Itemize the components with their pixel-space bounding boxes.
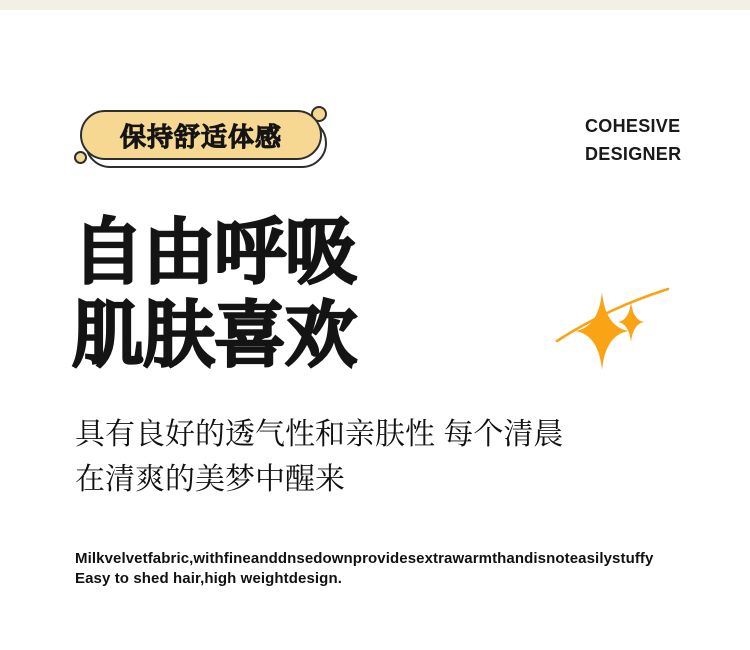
badge-pill — [80, 110, 322, 160]
heading-line1: 自由呼吸 — [72, 213, 357, 293]
main-heading — [72, 212, 356, 378]
footnote-line2: Easy to shed hair,high weightdesign. — [75, 570, 342, 587]
comfort-badge — [80, 110, 322, 162]
description-text — [75, 412, 563, 502]
description-line1: 具有良好的透气性和亲肤性 每个清晨 — [75, 418, 564, 451]
top-strip — [0, 0, 750, 10]
badge-label: 保持舒适体感 — [119, 121, 282, 152]
sparkle-star-small — [618, 302, 644, 342]
footnote-line1: Milkvelvetfabric,withfineanddnsedownprovidesextrawarmthandisnoteasilystuffy — [75, 550, 654, 567]
brand-line1: COHESIVE — [585, 116, 681, 136]
sparkle-stars-icon — [540, 272, 680, 382]
footnote-text — [75, 549, 653, 589]
heading-line2: 肌肤喜欢 — [72, 296, 357, 376]
sparkle-star-large — [575, 292, 629, 370]
description-line2: 在清爽的美梦中醒来 — [75, 463, 345, 496]
brand-text — [585, 112, 681, 168]
brand-line2: DESIGNER — [585, 144, 682, 164]
badge-dot-bottom-left — [74, 151, 87, 164]
